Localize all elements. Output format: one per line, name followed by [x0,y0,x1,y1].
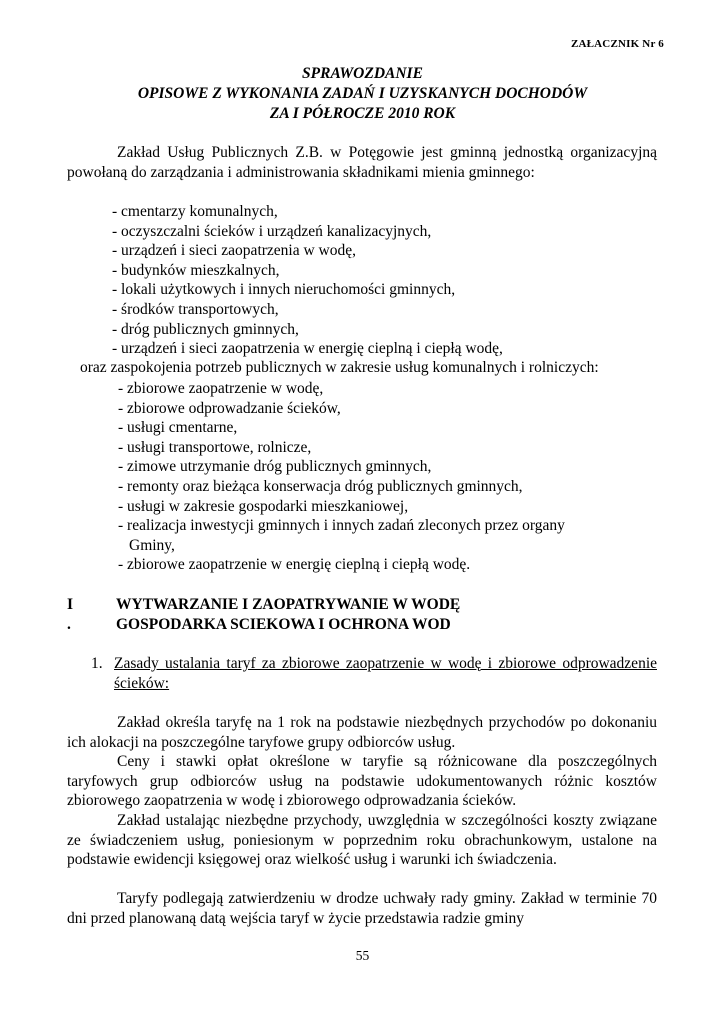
services-list [118,379,565,575]
paragraph: Zakład określa taryfę na 1 rok na podstawie niezbędnych przychodów po dokonaniu ich alokacji na poszczególne taryfowe grupy odbiorców usług. [67,714,657,751]
section-title-line-2: GOSPODARKA SCIEKOWA I OCHRONA WOD [116,615,451,633]
list-item: - usługi transportowe, rolnicze, [118,438,312,456]
subsection-number: 1. [91,655,103,672]
list-item: - budynków mieszkalnych, [112,261,280,279]
list-item: - zimowe utrzymanie dróg publicznych gminnych, [118,458,432,476]
title-line-2: OPISOWE Z WYKONANIA ZADAŃ I UZYSKANYCH DOCHODÓW [137,85,588,102]
list-item: - środków transportowych, [112,300,279,318]
list-item: - usługi cmentarne, [118,419,238,437]
section-title-line-1: WYTWARZANIE I ZAOPATRYWANIE W WODĘ [116,596,461,613]
intro-paragraph: Zakład Usług Publicznych Z.B. w Potęgowie jest gminną jednostką organizacyjną powołaną do zarządzania i administrowania składnikami mienia gminnego: [67,144,657,181]
list-item: - zbiorowe zaopatrzenie w energię cieplną i ciepłą wodę. [118,556,471,574]
page-number: 55 [355,948,370,963]
title-line-1: SPRAWOZDANIE [302,65,423,82]
report-title [0,64,725,124]
subsection-heading [91,654,657,694]
list-item-continuation: Gminy, [129,536,175,554]
paragraph: Taryfy podlegają zatwierdzeniu w drodze uchwały rady gminy. Zakład w terminie 70 dni przed planowaną datą wejścia taryf w życie przedstawia radzie gminy [67,890,657,927]
list-item: - urządzeń i sieci zaopatrzenia w energię cieplną i ciepłą wodę, [112,340,503,358]
list-item: - urządzeń i sieci zaopatrzenia w wodę, [112,242,356,260]
list-item: - realizacja inwestycji gminnych i innych zadań zleconych przez organy [118,517,565,535]
list-item: - lokali użytkowych i innych nieruchomości gminnych, [112,281,456,299]
section-number: I . [67,596,74,633]
list-item: - usługi w zakresie gospodarki mieszkaniowej, [118,497,409,515]
title-line-3: ZA I PÓŁROCZE 2010 ROK [269,105,456,122]
list-item: - cmentarzy komunalnych, [112,203,278,220]
services-intro: oraz zaspokojenia potrzeb publicznych w zakresie usług komunalnych i rolniczych: [80,359,599,376]
paragraph: Zakład ustalając niezbędne przychody, uwzględnia w szczególności koszty związane ze świadczeniem usług, poniesionym w poprzednim roku obrachunkowym, ustalone na podstawie ewidencji księgowej oraz wielkość usług i warunki ich świadczenia. [67,812,657,869]
paragraph: Ceny i stawki opłat określone w taryfie są różnicowane dla poszczególnych taryfowych grup odbiorców usług na podstawie udokumentowanych różnic kosztów zbiorowego zaopatrzenia w wodę i zbiorowego odprowadzania ścieków. [67,753,657,810]
attachment-label: ZAŁACZNIK Nr 6 [570,38,664,50]
list-item: - dróg publicznych gminnych, [112,320,299,338]
subsection-title: Zasady ustalania taryf za zbiorowe zaopatrzenie w wodę i zbiorowe odprowadzenie ścieków: [114,655,657,692]
list-item: - zbiorowe zaopatrzenie w wodę, [118,380,324,397]
list-item: - zbiorowe odprowadzanie ścieków, [118,399,341,417]
managed-assets-list [112,202,503,359]
list-item: - oczyszczalni ścieków i urządzeń kanalizacyjnych, [112,222,432,240]
list-item: - remonty oraz bieżąca konserwacja dróg publicznych gminnych, [118,477,523,495]
